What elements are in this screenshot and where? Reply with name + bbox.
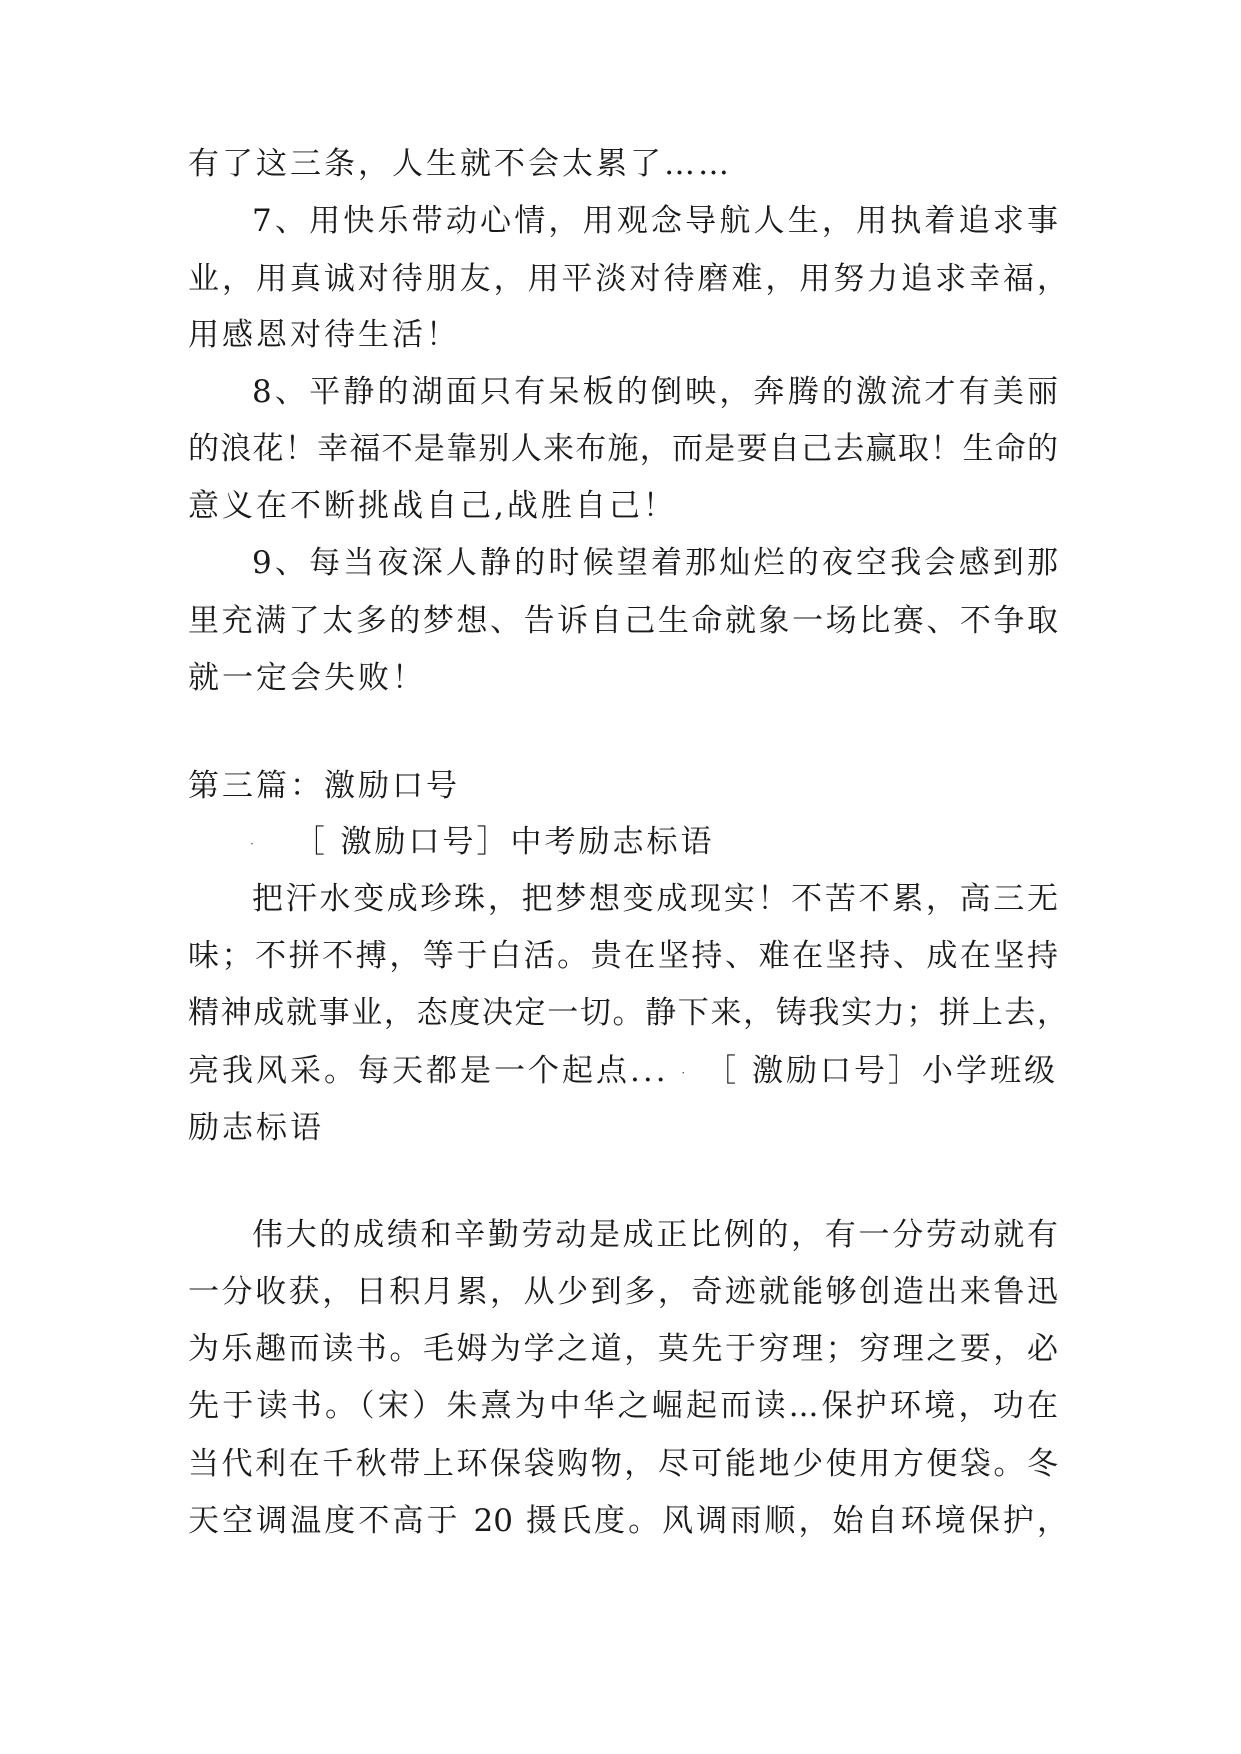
text-line: 当代利在千秋带上环保袋购物，尽可能地少使用方便袋。冬 bbox=[188, 1446, 1058, 1482]
text-line: 8、平静的湖面只有呆板的倒映，奔腾的激流才有美丽 bbox=[252, 374, 1058, 410]
text-line: 就一定会失败！ bbox=[188, 660, 426, 696]
text-line: 7、用快乐带动心情，用观念导航人生，用执着追求事 bbox=[252, 203, 1058, 239]
text-line: 一分收获，日积月累，从少到多，奇迹就能够创造出来鲁迅 bbox=[188, 1274, 1058, 1310]
text-line: 业，用真诚对待朋友，用平淡对待磨难，用努力追求幸福， bbox=[188, 261, 1068, 297]
text-line: 先于读书。（宋）朱熹为中华之崛起而读...保护环境，功在 bbox=[188, 1388, 1058, 1424]
text-line: 用感恩对待生活！ bbox=[188, 317, 460, 353]
bullet-dot-icon: · bbox=[681, 1065, 689, 1080]
text-line: 里充满了太多的梦想、告诉自己生命就象一场比赛、不争取 bbox=[188, 603, 1058, 639]
text-line: 9、每当夜深人静的时候望着那灿烂的夜空我会感到那 bbox=[252, 545, 1058, 581]
text-line: 伟大的成绩和辛勤劳动是成正比例的，有一分劳动就有 bbox=[252, 1217, 1058, 1253]
text-line: 味；不拼不搏，等于白活。贵在坚持、难在坚持、成在坚持 bbox=[188, 938, 1058, 974]
text-line: 意义在不断挑战自己,战胜自己！ bbox=[188, 488, 677, 524]
text-line: 精神成就事业，态度决定一切。静下来，铸我实力；拼上去， bbox=[188, 995, 1068, 1031]
subheading-text: ［ 激励口号］中考励志标语 bbox=[293, 824, 715, 860]
text-line bbox=[188, 1051, 1058, 1093]
text-line: 有了这三条，人生就不会太累了…… bbox=[188, 146, 732, 182]
text-line: 为乐趣而读书。毛姆为学之道，莫先于穷理；穷理之要，必 bbox=[188, 1331, 1058, 1367]
text-line: 天空调温度不高于 20 摄氏度。风调雨顺，始自环境保护， bbox=[188, 1503, 1068, 1539]
text-segment: 亮我风采。每天都是一个起点... bbox=[188, 1053, 669, 1089]
text-line: 把汗水变成珍珠，把梦想变成现实！不苦不累，高三无 bbox=[252, 881, 1058, 917]
text-line: 励志标语 bbox=[188, 1110, 324, 1146]
section-heading: 第三篇：激励口号 bbox=[188, 768, 460, 804]
bullet-dot-icon: · bbox=[250, 836, 257, 851]
subheading-line bbox=[250, 822, 850, 864]
text-segment: ［ 激励口号］小学班级 bbox=[705, 1053, 1058, 1089]
text-line: 的浪花！幸福不是靠别人来布施，而是要自己去赢取！生命的 bbox=[188, 431, 1058, 467]
